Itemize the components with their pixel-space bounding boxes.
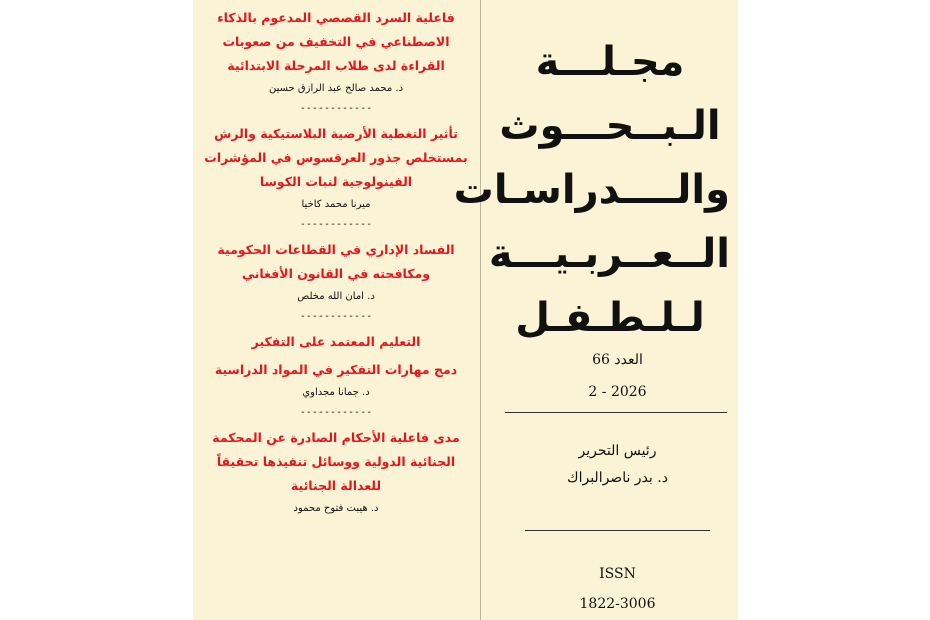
article-title: تأثير التغطية الأرضية البلاستيكية والرش بمستخلص جذور العرقسوس في المؤشرات الفينولوجية لنبات الكوسا (204, 126, 468, 189)
article-title: الفساد الإداري في القطاعات الحكومية ومكافحته في القانون الأفغاني (217, 242, 455, 281)
article-title: فاعلية السرد القصصي المدعوم بالذكاء الاصطناعي في التخفيف من صعوبات القراءة لدى طلاب المرحلة الابتدائية (217, 10, 455, 73)
article-title: التعليم المعتمد على التفكير (251, 334, 421, 349)
divider-line (525, 530, 710, 531)
journal-title-line-2: الـبــحـــوث (499, 103, 721, 149)
issue-number: العدد 66 (592, 352, 643, 368)
editor-name: د. بدر ناصرالبراك (567, 470, 668, 486)
article-author: ميرنا محمد كاخيا (301, 199, 371, 210)
divider-line (505, 412, 727, 413)
column-divider (480, 0, 481, 620)
separator: ------------ (299, 103, 373, 114)
article-5 (200, 426, 472, 518)
journal-title (453, 30, 730, 350)
journal-title-line-1: مجـلـــة (535, 39, 685, 85)
article-subtitle: دمج مهارات التفكير في المواد الدراسية (214, 362, 458, 377)
issue-date: 2 - 2026 (588, 384, 647, 400)
article-1 (200, 6, 472, 98)
issn-number: 1822-3006 (579, 596, 656, 612)
separator: ------------ (299, 311, 373, 322)
journal-title-line-3: والــــدراسـات (453, 167, 730, 213)
journal-title-line-4: الــعــربـيـــة (488, 231, 730, 277)
article-4 (200, 330, 472, 402)
journal-title-line-5: لـلـطـفـل (515, 295, 705, 341)
article-author: د. جمانا مجداوي (302, 387, 370, 398)
article-author: د. امان الله مخلص (297, 291, 375, 302)
article-author: د. محمد صالح عبد الرازق حسين (268, 83, 404, 94)
articles-list (200, 6, 472, 616)
separator: ------------ (299, 219, 373, 230)
issn-label: ISSN (599, 566, 636, 582)
article-3 (200, 238, 472, 306)
article-title: مدى فاعلية الأحكام الصادرة عن المحكمة الجنائية الدولية ووسائل تنفيذها تحقيقاً للعدالة الجنائية (212, 430, 460, 493)
article-author: د. هيبت فتوح محمود (293, 503, 379, 514)
article-2 (200, 122, 472, 214)
editor-role: رئيس التحرير (578, 443, 657, 459)
separator: ------------ (299, 407, 373, 418)
